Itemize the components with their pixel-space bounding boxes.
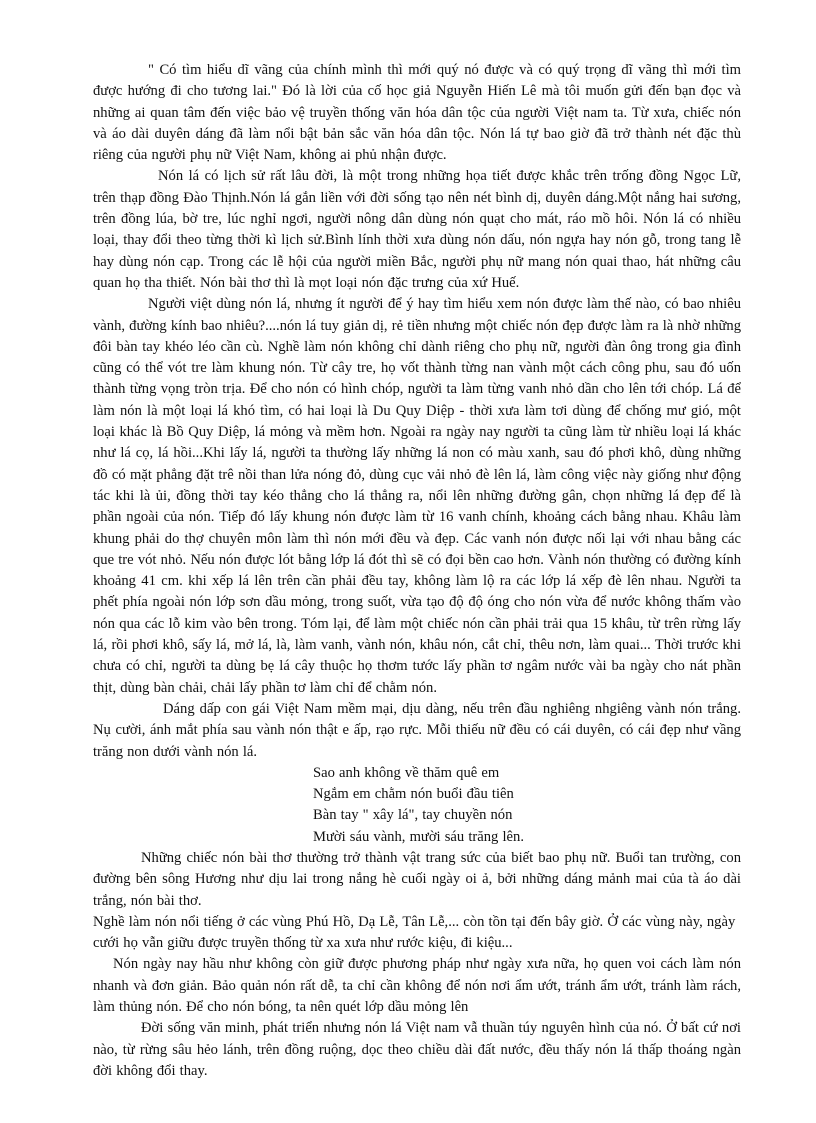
- poem-line: Bàn tay " xây lá", tay chuyền nón: [313, 807, 513, 824]
- poem-line: Mười sáu vành, mười sáu trăng lên.: [313, 828, 524, 845]
- paragraph-conclusion: Đời sống văn minh, phát triển nhưng nón lá Việt nam vẫ thuần túy nguyên hình của nó. Ở bất cứ nơi nào, từ rừng sâu hẻo lánh, trên đồng ruộng, dọc theo chiều dài đất nước, đều thấy nón lá thấp thoáng ngàn đời không đổi thay.: [93, 1020, 741, 1079]
- paragraph-beauty: Dáng dấp con gái Việt Nam mềm mại, dịu dàng, nếu trên đầu nghiêng nhgiêng vành nón trắng. Nụ cười, ánh mắt phía sau vành nón thật e ấp, rạo rực. Mỗi thiếu nữ đều có cái duyên, có cái đẹp như vầng trăng non dưới vành nón lá.: [93, 700, 741, 760]
- document-body: [93, 60, 741, 1082]
- paragraph-intro-quote: " Có tìm hiểu dĩ vãng của chính mình thì mới quý nó được và có quý trọng dĩ vãng thì mới tìm được hướng đi cho tương lai." Đó là lời của cố học giả Nguyễn Hiến Lê mà tôi muốn gửi đến bạn đọc và những ai quan tâm đến việc bảo vệ truyền thống văn hóa dân tộc của người Việt nam ta. Từ xưa, chiếc nón và áo dài duyên dáng đã làm nổi bật bản sắc văn hóa dân tộc. Nón lá tự bao giờ đã trở thành nét đặc thù riêng của người phụ nữ Việt Nam, không ai phủ nhận được.: [93, 62, 741, 164]
- poem-line: Ngắm em chằm nón buổi đầu tiên: [313, 786, 514, 803]
- poem: [313, 763, 741, 848]
- poem-line: Sao anh không về thăm quê em: [313, 764, 500, 781]
- paragraph-care: Nón ngày nay hầu như không còn giữ được phương pháp như ngày xưa nữa, họ quen voi cách làm nón nhanh và đơn giản. Bảo quản nón rất dễ, ta chỉ cần không để nón nơi ẩm ướt, tránh ẩm ướt, tránh làm rách, làm thủng nón. Để cho nón bóng, ta nên quét lớp dầu mỏng lên: [93, 956, 741, 1016]
- paragraph-villages: Nghề làm nón nổi tiếng ở các vùng Phú Hồ, Dạ Lễ, Tân Lễ,... còn tồn tại đến bây giờ. Ở các vùng này, ngày cưới họ vẫn giữu được truyền thống từ xa xưa như rước kiệu, đi kiệu...: [93, 913, 736, 952]
- paragraph-making: Người việt dùng nón lá, nhưng ít người để ý hay tìm hiểu xem nón được làm thế nào, có bao nhiêu vành, đường kính bao nhiêu?....nón lá tuy giản dị, rẻ tiền nhưng một chiếc nón đẹp được làm ra là nhờ những đôi bàn tay khéo léo cần cù. Nghề làm nón không chỉ dành riêng cho phụ nữ, người đàn ông trong gia đình cũng có thể vót tre làm khung nón. Từ cây tre, họ vốt thành từng nan vành một cách công phu, sau đó uốn thành từng vọng tròn trịa. Để cho nón có hình chóp, người ta làm từng vanh nhỏ dần cho lên tới chóp. Lá để làm nón là một loại lá khó tìm, có hai loại là Du Quy Diệp - thời xưa làm tơi dùng để chống mư gió, một loại khác là Bồ Quy Diệp, lá mỏng và mềm hơn. Ngoài ra ngày nay người ta cũng làm từ nhiều loại lá khác như lá cọ, lá hồi...Khi lấy lá, người ta thường lấy những lá non có màu xanh, sau đó phơi khô, dùng những đồ có mặt phẳng đặt trê nồi than lửa nóng đỏ, dùng cục vải nhỏ đè lên lá, làm công việc này giống như động tác khi là ủi, đồng thời tay kéo thẳng cho lá thẳng ra, nổi lên những đường gân, chọn những lá đẹp để là phần ngoài của nón. Tiếp đó lấy khung nón được làm từ 16 vanh chính, khoảng cách bằng nhau. Khâu làm khung phải do thợ chuyên môn làm thì nón mới đều và đẹp. Các vanh nón được nối lại với nhau bằng các que tre vót nhỏ. Nếu nón được lót bằng lớp lá đót thì sẽ có đọi bền cao hơn. Vành nón thường có đường kính khoảng 41 cm. khi xếp lá lên trên cần phải đều tay, không làm lộ ra các lớp lá xếp đè lên nhau. Người ta phết phía ngoài nón lớp sơn dầu mỏng, trong suốt, vừa tạo độ độ óng cho nón vừa để nước không thấm vào nón qua các lỗ kim vào bên trong. Tóm lại, để làm một chiếc nón cần phải trải qua 15 khâu, từ trên rừng lấy lá, rồi phơi khô, sấy lá, mở lá, là, làm vanh, vành nón, khâu nón, cắt chỉ, thêu nơn, làm quai... Thời trước khi chưa có chỉ, người ta dùng bẹ lá cây thuộc họ thơm tước lấy phần tơ ngâm nước vài ba ngày cho nát phần thịt, dùng bàn chải, chải lấy phần tơ làm chỉ để chằm nón.: [93, 296, 741, 696]
- paragraph-hue: Những chiếc nón bài thơ thường trở thành vật trang sức của biết bao phụ nữ. Buổi tan trường, con đường bên sông Hương như dịu lai trong nắng hè cuối ngày oi ả, bởi những dáng mảnh mai của tà áo dài trắng, nón bài thơ.: [93, 849, 741, 909]
- paragraph-history: Nón lá có lịch sử rất lâu đời, là một trong những họa tiết được khắc trên trống đồng Ngọc Lữ, trên thạp đồng Đào Thịnh.Nón lá gắn liền với đời sống tạo nên nét bình dị, duyên dáng.Một nắng hai sương, trên đồng lúa, bờ tre, lúc nghỉ ngơi, người nông dân dùng nón quạt cho mát, ráo mồ hôi. Nón lá có nhiều loại, thay đổi theo từng thời kì lịch sử.Bình lính thời xưa dùng nón dấu, nón ngựa hay nón gỗ, trong tang lễ hay dùng nón cạp. Trong các lễ hội của người miền Bắc, người phụ nữ mang nón quai thao, hát những câu quan họ tha thiết. Nón bài thơ thì là mọt loại nón đặc trưng của xứ Huế.: [93, 168, 741, 291]
